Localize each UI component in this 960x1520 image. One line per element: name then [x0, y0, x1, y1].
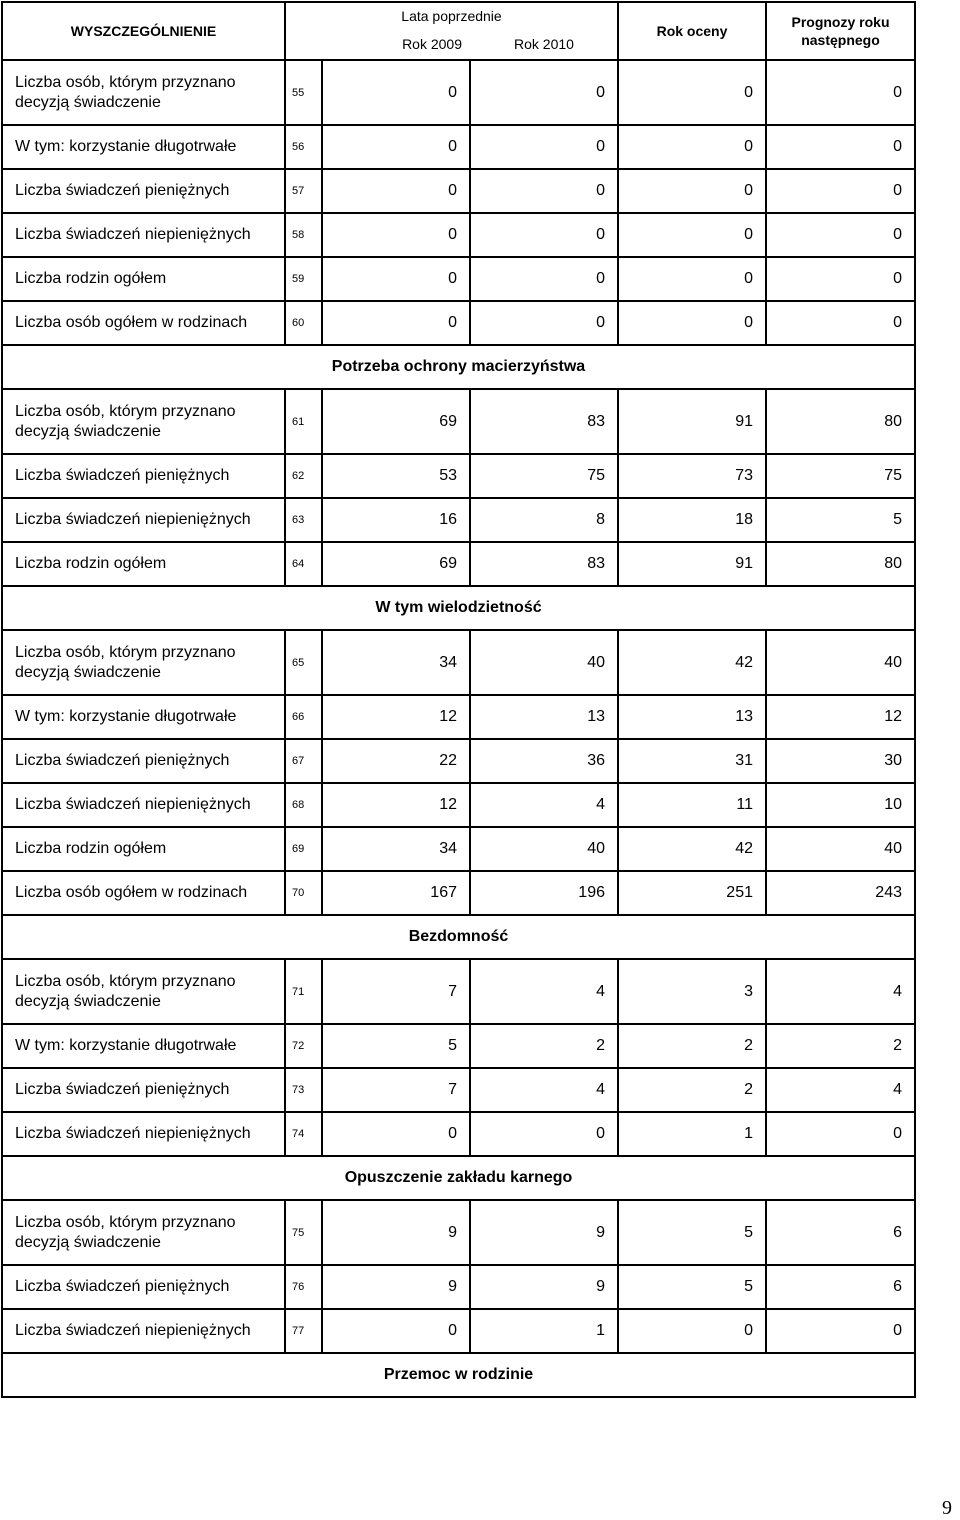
value-forecast: 0	[766, 125, 915, 169]
value-2010: 4	[470, 783, 618, 827]
header-year-2010: Rok 2010	[470, 29, 618, 60]
row-code: 72	[285, 1024, 322, 1068]
row-label: Liczba rodzin ogółem	[2, 827, 285, 871]
value-forecast: 0	[766, 257, 915, 301]
value-forecast: 5	[766, 498, 915, 542]
value-2009: 0	[322, 301, 470, 345]
value-assessment-year: 42	[618, 827, 766, 871]
row-label: W tym: korzystanie długotrwałe	[2, 695, 285, 739]
value-assessment-year: 0	[618, 1309, 766, 1353]
value-assessment-year: 91	[618, 389, 766, 454]
value-2010: 4	[470, 959, 618, 1024]
value-2010: 0	[470, 60, 618, 125]
value-assessment-year: 0	[618, 125, 766, 169]
row-code: 75	[285, 1200, 322, 1265]
value-2009: 0	[322, 125, 470, 169]
row-label: Liczba świadczeń niepieniężnych	[2, 1112, 285, 1156]
value-2010: 0	[470, 301, 618, 345]
value-forecast: 243	[766, 871, 915, 915]
row-code: 70	[285, 871, 322, 915]
value-2010: 4	[470, 1068, 618, 1112]
value-2009: 16	[322, 498, 470, 542]
header-previous-years: Lata poprzednie	[285, 2, 618, 29]
value-2010: 0	[470, 257, 618, 301]
table-row	[2, 213, 915, 257]
section-heading: W tym wielodzietność	[2, 586, 915, 630]
value-2010: 0	[470, 1112, 618, 1156]
header-assessment-year: Rok oceny	[618, 2, 766, 60]
value-2010: 40	[470, 827, 618, 871]
value-2010: 9	[470, 1265, 618, 1309]
value-2009: 34	[322, 630, 470, 695]
row-code: 65	[285, 630, 322, 695]
row-code: 60	[285, 301, 322, 345]
row-code: 55	[285, 60, 322, 125]
value-assessment-year: 0	[618, 213, 766, 257]
value-2010: 0	[470, 169, 618, 213]
value-forecast: 10	[766, 783, 915, 827]
value-2010: 83	[470, 542, 618, 586]
table-row	[2, 1112, 915, 1156]
table-row	[2, 827, 915, 871]
table-row	[2, 60, 915, 125]
table-row	[2, 695, 915, 739]
value-forecast: 40	[766, 630, 915, 695]
value-assessment-year: 2	[618, 1068, 766, 1112]
value-2009: 69	[322, 389, 470, 454]
value-assessment-year: 2	[618, 1024, 766, 1068]
value-2009: 0	[322, 169, 470, 213]
row-code: 66	[285, 695, 322, 739]
value-2009: 0	[322, 1309, 470, 1353]
table-row	[2, 1068, 915, 1112]
section-heading: Potrzeba ochrony macierzyństwa	[2, 345, 915, 389]
row-label: Liczba świadczeń pieniężnych	[2, 169, 285, 213]
row-code: 77	[285, 1309, 322, 1353]
row-label: Liczba rodzin ogółem	[2, 542, 285, 586]
row-label: Liczba świadczeń niepieniężnych	[2, 1309, 285, 1353]
row-label: Liczba osób ogółem w rodzinach	[2, 301, 285, 345]
row-code: 74	[285, 1112, 322, 1156]
value-assessment-year: 0	[618, 169, 766, 213]
header-title: WYSZCZEGÓLNIENIE	[2, 2, 285, 60]
section-row	[2, 1353, 915, 1397]
value-2010: 196	[470, 871, 618, 915]
row-label: W tym: korzystanie długotrwałe	[2, 125, 285, 169]
value-2009: 12	[322, 783, 470, 827]
value-forecast: 6	[766, 1200, 915, 1265]
value-2009: 12	[322, 695, 470, 739]
table-row	[2, 1200, 915, 1265]
value-2009: 7	[322, 1068, 470, 1112]
table-row	[2, 1265, 915, 1309]
value-forecast: 0	[766, 1112, 915, 1156]
value-forecast: 0	[766, 169, 915, 213]
value-forecast: 80	[766, 389, 915, 454]
row-code: 63	[285, 498, 322, 542]
statistics-table	[1, 1, 916, 1398]
row-code: 62	[285, 454, 322, 498]
value-assessment-year: 18	[618, 498, 766, 542]
table-row	[2, 542, 915, 586]
value-assessment-year: 31	[618, 739, 766, 783]
value-assessment-year: 5	[618, 1200, 766, 1265]
value-assessment-year: 91	[618, 542, 766, 586]
value-forecast: 4	[766, 1068, 915, 1112]
row-label: Liczba rodzin ogółem	[2, 257, 285, 301]
section-row	[2, 1156, 915, 1200]
row-label: Liczba osób, którym przyznano decyzją świadczenie	[2, 60, 285, 125]
row-label: Liczba świadczeń pieniężnych	[2, 739, 285, 783]
row-label: Liczba świadczeń pieniężnych	[2, 1265, 285, 1309]
row-code: 71	[285, 959, 322, 1024]
table-row	[2, 125, 915, 169]
value-forecast: 80	[766, 542, 915, 586]
value-assessment-year: 3	[618, 959, 766, 1024]
table-row	[2, 389, 915, 454]
header-year-2009: Rok 2009	[285, 29, 470, 60]
table-row	[2, 1309, 915, 1353]
value-assessment-year: 11	[618, 783, 766, 827]
value-forecast: 2	[766, 1024, 915, 1068]
value-forecast: 12	[766, 695, 915, 739]
section-row	[2, 345, 915, 389]
value-assessment-year: 0	[618, 60, 766, 125]
section-row	[2, 915, 915, 959]
value-forecast: 4	[766, 959, 915, 1024]
section-heading: Bezdomność	[2, 915, 915, 959]
value-forecast: 6	[766, 1265, 915, 1309]
table-row	[2, 301, 915, 345]
value-2009: 22	[322, 739, 470, 783]
row-label: W tym: korzystanie długotrwałe	[2, 1024, 285, 1068]
row-label: Liczba świadczeń niepieniężnych	[2, 213, 285, 257]
value-forecast: 30	[766, 739, 915, 783]
value-forecast: 75	[766, 454, 915, 498]
row-label: Liczba osób, którym przyznano decyzją świadczenie	[2, 630, 285, 695]
value-forecast: 0	[766, 60, 915, 125]
value-2009: 0	[322, 213, 470, 257]
value-forecast: 0	[766, 1309, 915, 1353]
value-2009: 5	[322, 1024, 470, 1068]
value-2010: 9	[470, 1200, 618, 1265]
row-code: 58	[285, 213, 322, 257]
value-2010: 0	[470, 125, 618, 169]
value-2009: 0	[322, 60, 470, 125]
header-forecast: Prognozy roku następnego	[766, 2, 915, 60]
table-row	[2, 630, 915, 695]
value-2010: 2	[470, 1024, 618, 1068]
value-assessment-year: 1	[618, 1112, 766, 1156]
table-row	[2, 257, 915, 301]
row-code: 64	[285, 542, 322, 586]
value-2010: 0	[470, 213, 618, 257]
table-row	[2, 783, 915, 827]
value-2010: 8	[470, 498, 618, 542]
value-assessment-year: 0	[618, 257, 766, 301]
table-row	[2, 1024, 915, 1068]
row-code: 67	[285, 739, 322, 783]
row-label: Liczba osób, którym przyznano decyzją świadczenie	[2, 389, 285, 454]
row-label: Liczba osób, którym przyznano decyzją świadczenie	[2, 1200, 285, 1265]
table-row	[2, 871, 915, 915]
value-assessment-year: 13	[618, 695, 766, 739]
row-code: 69	[285, 827, 322, 871]
value-assessment-year: 0	[618, 301, 766, 345]
value-2009: 34	[322, 827, 470, 871]
value-2009: 69	[322, 542, 470, 586]
header-row-top	[2, 2, 915, 29]
section-heading: Opuszczenie zakładu karnego	[2, 1156, 915, 1200]
value-2009: 53	[322, 454, 470, 498]
table-row	[2, 959, 915, 1024]
value-forecast: 0	[766, 213, 915, 257]
table-row	[2, 169, 915, 213]
value-2010: 40	[470, 630, 618, 695]
value-2009: 7	[322, 959, 470, 1024]
row-code: 73	[285, 1068, 322, 1112]
section-heading: Przemoc w rodzinie	[2, 1353, 915, 1397]
row-label: Liczba osób ogółem w rodzinach	[2, 871, 285, 915]
row-code: 59	[285, 257, 322, 301]
value-2009: 9	[322, 1265, 470, 1309]
value-assessment-year: 5	[618, 1265, 766, 1309]
value-2009: 9	[322, 1200, 470, 1265]
value-2010: 36	[470, 739, 618, 783]
value-2009: 167	[322, 871, 470, 915]
value-forecast: 0	[766, 301, 915, 345]
row-code: 56	[285, 125, 322, 169]
row-label: Liczba świadczeń niepieniężnych	[2, 498, 285, 542]
value-assessment-year: 251	[618, 871, 766, 915]
row-label: Liczba osób, którym przyznano decyzją świadczenie	[2, 959, 285, 1024]
section-row	[2, 586, 915, 630]
value-2009: 0	[322, 1112, 470, 1156]
value-assessment-year: 42	[618, 630, 766, 695]
row-code: 76	[285, 1265, 322, 1309]
row-label: Liczba świadczeń pieniężnych	[2, 454, 285, 498]
row-code: 61	[285, 389, 322, 454]
value-forecast: 40	[766, 827, 915, 871]
table-row	[2, 498, 915, 542]
table-row	[2, 454, 915, 498]
row-label: Liczba świadczeń niepieniężnych	[2, 783, 285, 827]
value-2010: 75	[470, 454, 618, 498]
page-number: 9	[942, 1497, 952, 1519]
value-2009: 0	[322, 257, 470, 301]
value-2010: 13	[470, 695, 618, 739]
value-2010: 83	[470, 389, 618, 454]
table-row	[2, 739, 915, 783]
row-code: 57	[285, 169, 322, 213]
value-2010: 1	[470, 1309, 618, 1353]
row-label: Liczba świadczeń pieniężnych	[2, 1068, 285, 1112]
value-assessment-year: 73	[618, 454, 766, 498]
row-code: 68	[285, 783, 322, 827]
